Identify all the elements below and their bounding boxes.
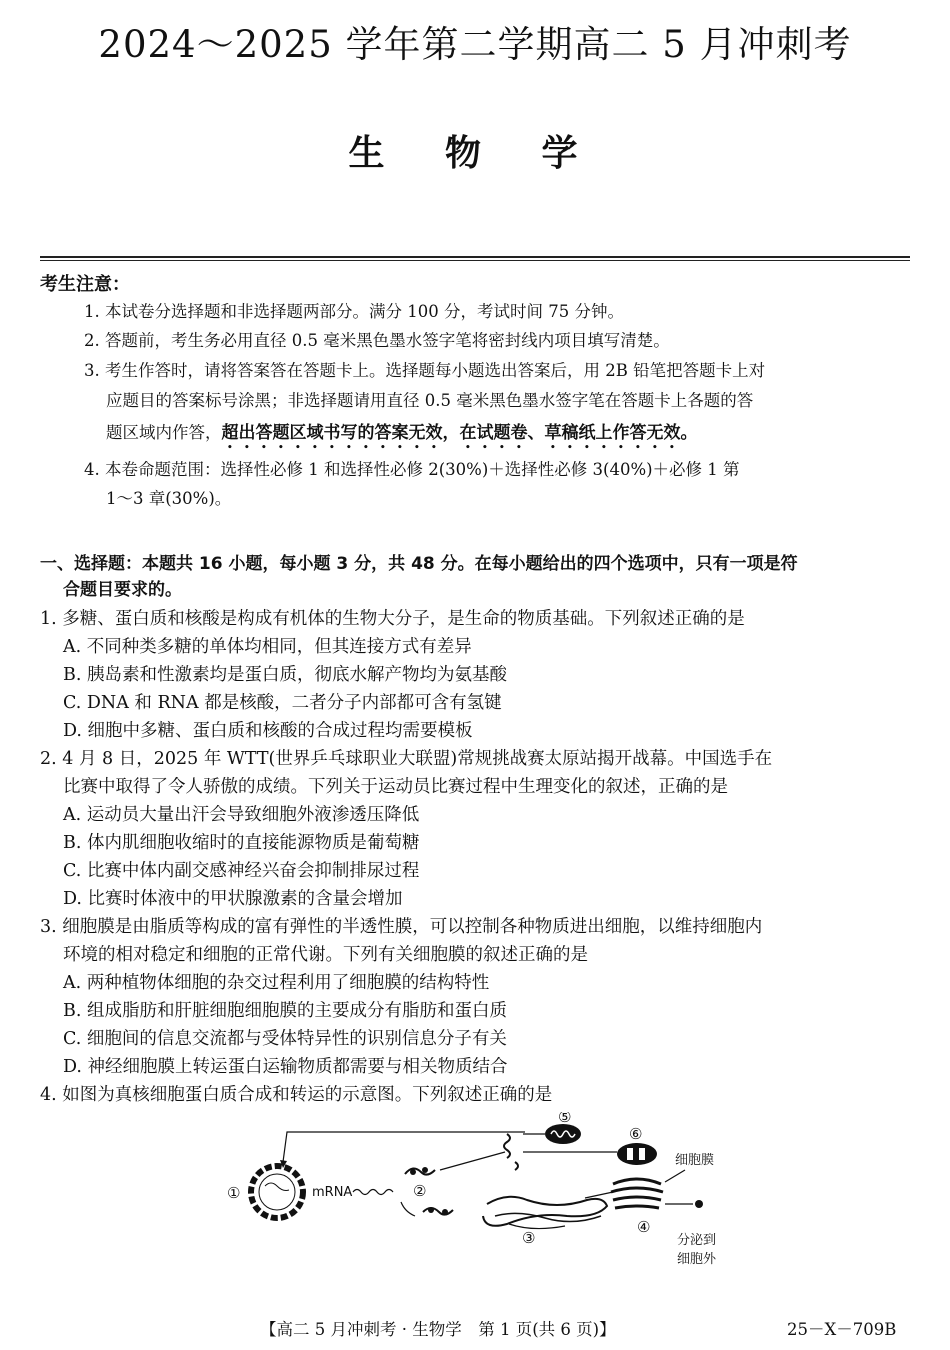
question-3-option-a: A. 两种植物体细胞的杂交过程利用了细胞膜的结构特性 bbox=[63, 973, 490, 993]
notice-item-2: 2. 答题前，考生务必用直径 0.5 毫米黑色墨水签字笔将密封线内项目填写清楚。 bbox=[84, 331, 670, 350]
question-2-option-c: C. 比赛中体内副交感神经兴奋会抑制排尿过程 bbox=[63, 861, 420, 881]
notice-item-4: 4. 本卷命题范围：选择性必修 1 和选择性必修 2(30%)＋选择性必修 3(40%)＋必修 1 第 bbox=[84, 460, 740, 479]
subject-title: 生 物 学 bbox=[348, 132, 602, 174]
endoplasmic-reticulum-icon bbox=[483, 1197, 607, 1229]
golgi-icon bbox=[611, 1179, 663, 1208]
question-1-option-a: A. 不同种类多糖的单体均相同，但其连接方式有差异 bbox=[63, 637, 472, 657]
notice-item-3: 3. 考生作答时，请将答案答在答题卡上。选择题每小题选出答案后，用 2B 铅笔把答题卡上对 bbox=[84, 361, 766, 380]
arrow-to-er bbox=[401, 1202, 415, 1216]
notice-item-3-line3 bbox=[106, 419, 916, 453]
paper-code: 25－X－709B bbox=[787, 1320, 897, 1339]
question-2-option-d: D. 比赛时体液中的甲状腺激素的含量会增加 bbox=[63, 889, 403, 909]
label-2: ② bbox=[413, 1182, 427, 1200]
question-4-stem: 4. 如图为真核细胞蛋白质合成和转运的示意图。下列叙述正确的是 bbox=[40, 1085, 553, 1105]
question-1-stem: 1. 多糖、蛋白质和核酸是构成有机体的生物大分子，是生命的物质基础。下列叙述正确的是 bbox=[40, 609, 745, 629]
question-3-stem-line2: 环境的相对稳定和细胞的正常代谢。下列有关细胞膜的叙述正确的是 bbox=[63, 945, 588, 965]
bound-ribosome-icon bbox=[423, 1207, 453, 1215]
question-1-option-c: C. DNA 和 RNA 都是核酸，二者分子内部都可含有氢键 bbox=[63, 693, 502, 713]
label-3: ③ bbox=[522, 1229, 536, 1247]
question-2-option-a: A. 运动员大量出汗会导致细胞外液渗透压降低 bbox=[63, 805, 420, 825]
arrow-er-to-golgi bbox=[585, 1192, 613, 1198]
label-secrete-line2: 细胞外 bbox=[677, 1252, 717, 1267]
question-1-option-b: B. 胰岛素和性激素均是蛋白质，彻底水解产物均为氨基酸 bbox=[63, 665, 507, 685]
chloroplast-icon bbox=[617, 1143, 657, 1165]
question-3-stem-line1: 3. 细胞膜是由脂质等构成的富有弹性的半透性膜，可以控制各种物质进出细胞，以维持细胞内 bbox=[40, 917, 763, 937]
page-footer: 【高二 5 月冲刺考 · 生物学 第 1 页(共 6 页)】 bbox=[260, 1320, 616, 1339]
divider-thick bbox=[40, 256, 910, 258]
question-2-stem-line1: 2. 4 月 8 日，2025 年 WTT(世界乒乓球职业大联盟)常规挑战赛太原站揭开战幕。中国选手在 bbox=[40, 749, 773, 769]
question-3-option-c: C. 细胞间的信息交流都与受体特异性的识别信息分子有关 bbox=[63, 1029, 507, 1049]
notice-item-3-line2: 应题目的答案标号涂黑；非选择题请用直径 0.5 毫米黑色墨水签字笔在答题卡上各题的答 bbox=[106, 391, 754, 410]
label-6: ⑥ bbox=[629, 1125, 643, 1143]
divider-thin bbox=[40, 260, 910, 261]
secretion-vesicle-icon bbox=[695, 1200, 703, 1208]
nucleus-icon bbox=[251, 1166, 303, 1218]
arrow-to-membrane bbox=[665, 1170, 685, 1182]
question-3-option-d: D. 神经细胞膜上转运蛋白运输物质都需要与相关物质结合 bbox=[63, 1057, 508, 1077]
section-heading-line1: 一、选择题：本题共 16 小题，每小题 3 分，共 48 分。在每小题给出的四个选项中，只有一项是符 bbox=[40, 554, 798, 574]
question-2-stem-line2: 比赛中取得了令人骄傲的成绩。下列关于运动员比赛过程中生理变化的叙述，正确的是 bbox=[63, 777, 728, 797]
cytosol-protein-icon bbox=[504, 1134, 518, 1170]
notice-item-3-text: 题区域内作答， bbox=[106, 423, 222, 442]
label-5: ⑤ bbox=[558, 1112, 572, 1126]
arrow-nucleus-to-proteins bbox=[283, 1132, 525, 1162]
notice-item-4-line2: 1～3 章(30%)。 bbox=[106, 489, 232, 508]
label-secrete-line1: 分泌到 bbox=[677, 1233, 717, 1248]
free-ribosome-icon bbox=[405, 1167, 435, 1175]
notice-heading: 考生注意： bbox=[40, 274, 130, 295]
mrna-wave bbox=[353, 1190, 393, 1195]
label-4: ④ bbox=[637, 1218, 651, 1236]
question-2-option-b: B. 体内肌细胞收缩时的直接能源物质是葡萄糖 bbox=[63, 833, 420, 853]
mitochondrion-icon bbox=[545, 1124, 581, 1144]
section-heading-line2: 合题目要求的。 bbox=[63, 580, 182, 600]
section-heading bbox=[40, 551, 915, 603]
question-3-option-b: B. 组成脂肪和肝脏细胞细胞膜的主要成分有脂肪和蛋白质 bbox=[63, 1001, 507, 1021]
protein-synthesis-figure bbox=[225, 1112, 745, 1270]
notice-emphasis: 超出答题区域书写的答案无效，在试题卷、草稿纸上作答无效。 bbox=[221, 423, 698, 443]
notice-item-1: 1. 本试卷分选择题和非选择题两部分。满分 100 分，考试时间 75 分钟。 bbox=[84, 302, 624, 321]
question-1-option-d: D. 细胞中多糖、蛋白质和核酸的合成过程均需要模板 bbox=[63, 721, 473, 741]
arrow-to-cytosol-proteins bbox=[440, 1152, 505, 1170]
exam-title: 2024～2025 学年第二学期高二 5 月冲刺考 bbox=[98, 23, 852, 66]
label-mrna: mRNA bbox=[312, 1185, 353, 1200]
label-membrane: 细胞膜 bbox=[675, 1153, 715, 1168]
label-1: ① bbox=[227, 1184, 241, 1202]
